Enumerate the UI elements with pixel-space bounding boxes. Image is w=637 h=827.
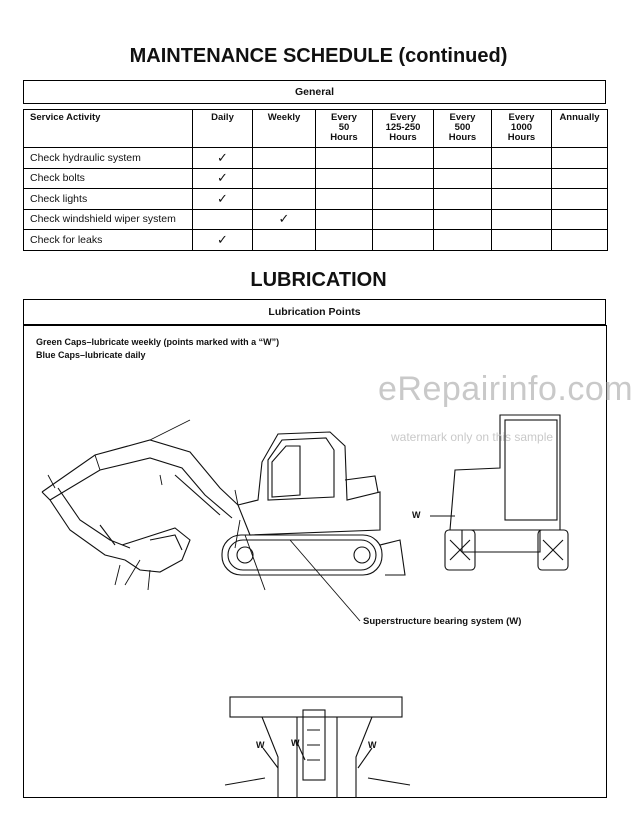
watermark-note: watermark only on this sample [391,430,554,444]
maintenance-title: MAINTENANCE SCHEDULE (continued) [129,45,508,67]
schedule-check-cell: ✓ [193,189,253,210]
schedule-check-cell: ✓ [193,148,253,169]
column-header: Every 50 Hours [316,110,373,148]
lubrication-section-header: Lubrication Points [23,299,606,325]
watermark-brand: eRepairinfo.com [378,370,634,408]
column-header: Every 1000 Hours [492,110,552,148]
column-header: Annually [552,110,608,148]
schedule-check-cell: ✓ [253,209,316,230]
w-marker-center: W [291,738,300,748]
column-header: Service Activity [24,110,193,148]
service-activity-cell: Check lights [24,189,193,210]
legend-blue-caps: Blue Caps–lubricate daily [36,350,146,360]
undercarriage-drawing [225,697,410,798]
service-activity-cell: Check hydraulic system [24,148,193,169]
schedule-check-cell: ✓ [193,230,253,251]
legend-green-caps: Green Caps–lubricate weekly (points marked with a “W”) [36,337,280,347]
service-activity-cell: Check bolts [24,168,193,189]
column-header: Every 500 Hours [434,110,492,148]
column-header: Weekly [253,110,316,148]
service-activity-cell: Check windshield wiper system [24,209,193,230]
general-section-header: General [23,80,606,104]
lubrication-pointer-lines [48,420,360,621]
w-marker-left: W [256,740,265,750]
schedule-check-cell: ✓ [193,168,253,189]
machine-body-drawing [222,432,405,575]
lubrication-title: LUBRICATION [250,269,387,291]
column-header: Every 125-250 Hours [373,110,434,148]
superstructure-label: Superstructure bearing system (W) [363,616,522,627]
boom-arm-drawing [42,440,238,572]
w-marker-rear: W [412,510,421,520]
column-header: Daily [193,110,253,148]
service-activity-cell: Check for leaks [24,230,193,251]
w-marker-right: W [368,740,377,750]
